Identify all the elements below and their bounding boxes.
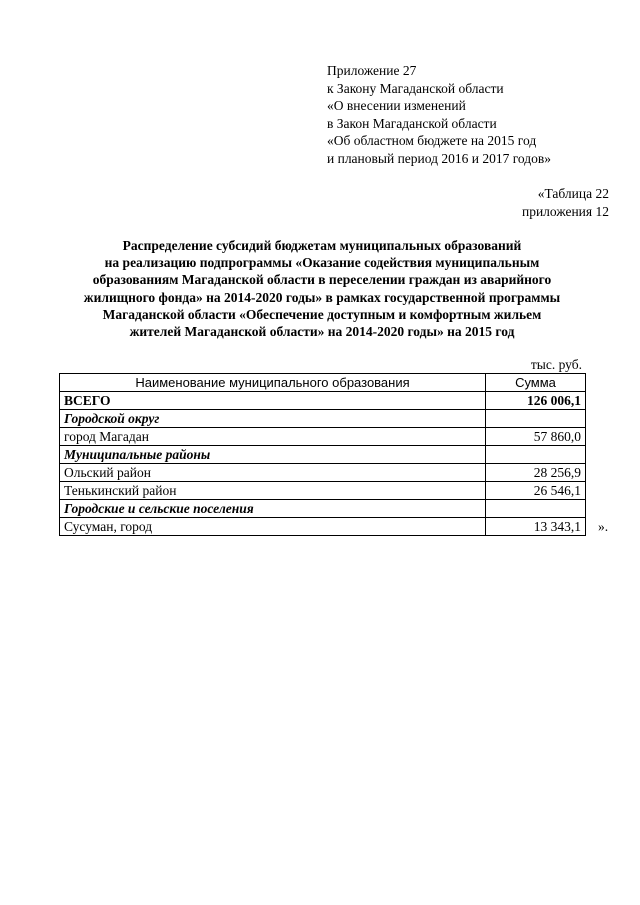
group-label: Муниципальные районы [60,446,486,464]
total-row [60,392,586,410]
title-line: Распределение субсидий бюджетам муниципальных образований [122,238,522,253]
table-row [60,428,586,446]
subsidies-table [59,373,586,536]
appendix-line: в Закон Магаданской области [327,115,497,131]
group-row [60,446,586,464]
table-ref-line: «Таблица 22 [537,186,609,201]
table-header-row [60,374,586,392]
column-header-sum: Сумма [486,374,586,392]
group-sum [486,410,586,428]
group-sum [486,500,586,518]
table-row [60,464,586,482]
table-row [60,518,586,536]
title-line: жилищного фонда» на 2014-2020 годы» в рамках государственной программы [83,289,561,305]
subsidy-sum: 28 256,9 [486,464,586,482]
subsidy-sum: 13 343,1 [486,518,586,536]
appendix-line: к Закону Магаданской области [327,80,504,96]
municipality-name: Тенькинский район [60,482,486,500]
column-header-name: Наименование муниципального образования [60,374,486,392]
title-line: на реализацию подпрограммы «Оказание содействия муниципальным [104,255,540,271]
appendix-line: и плановый период 2016 и 2017 годов» [327,150,552,166]
group-label: Городские и сельские поселения [60,500,486,518]
subsidy-sum: 26 546,1 [486,482,586,500]
table-ref-line: приложения 12 [521,203,609,219]
municipality-name: Ольский район [60,464,486,482]
group-label: Городской округ [60,410,486,428]
municipality-name: город Магадан [60,428,486,446]
group-row [60,500,586,518]
group-sum [486,446,586,464]
appendix-line: «Об областном бюджете на 2015 год [327,133,537,149]
subsidy-sum: 57 860,0 [486,428,586,446]
total-label: ВСЕГО [60,392,486,410]
title-line: Магаданской области «Обеспечение доступным и комфортным жильем [102,306,542,322]
closing-quote-mark: ». [598,519,609,534]
title-line: жителей Магаданской области» на 2014-2020 годы» на 2015 год [129,324,515,340]
appendix-header [327,62,551,168]
appendix-line: Приложение 27 [327,63,417,78]
unit-label: тыс. руб. [530,357,582,372]
table-row [60,482,586,500]
table-reference [522,185,609,220]
appendix-line: «О внесении изменений [327,98,466,114]
group-row [60,410,586,428]
municipality-name: Сусуман, город [60,518,486,536]
title-line: образованиям Магаданской области в переселении граждан из аварийного [92,272,552,288]
total-sum: 126 006,1 [486,392,586,410]
document-title [58,237,586,340]
